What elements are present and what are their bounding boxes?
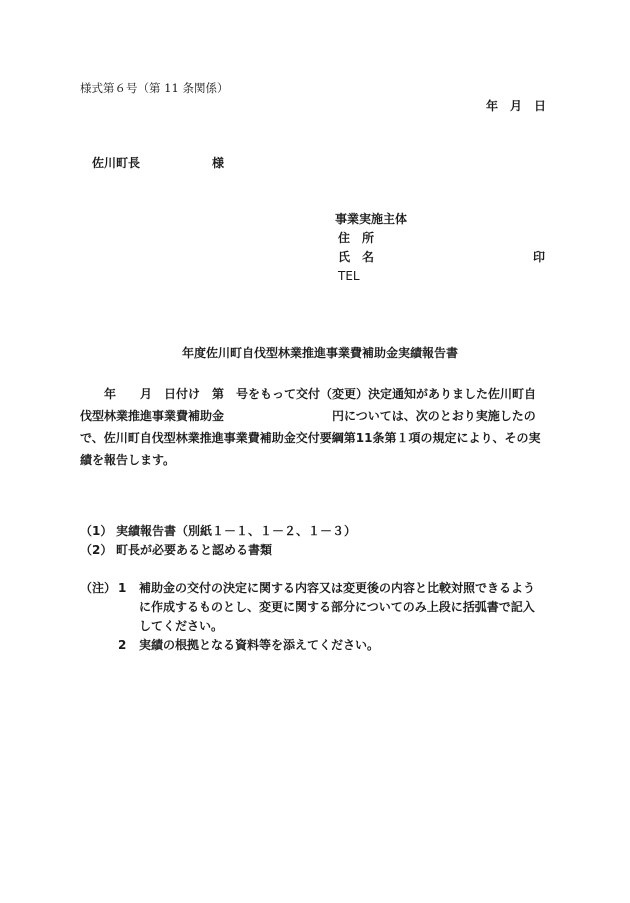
note-text-line: 実績の根拠となる資料等を添えてください。 [139,638,380,652]
attachment-item [80,522,356,540]
document-title: 年度佐川町自伐型林業推進事業費補助金実績報告書 [182,346,459,360]
form-number: 様式第６号（第 11 条関係） [80,81,229,95]
note-text-line: 補助金の交付の決定に関する内容又は変更後の内容と比較対照できるよう [139,581,536,595]
body-paragraph [80,383,550,471]
attachment-number: （1） [80,524,113,538]
applicant-address-label: 住 所 [338,231,375,245]
note-text-line: に作成するものとし、変更に関する部分についてのみ上段に括弧書で記入 [139,600,535,614]
addressee-honorific: 様 [212,156,225,170]
applicant-entity-label: 事業実施主体 [335,212,408,226]
body-line: で、佐川町自伐型林業推進事業費補助金交付要綱第11条第１項の規定により、その実 [80,431,541,445]
attachment-number: （2） [80,543,113,557]
addressee-name: 佐川町長 [92,156,141,170]
attachment-text: 町長が必要あると認める書類 [116,543,273,557]
body-line: 績を報告します。 [80,453,176,467]
body-line: 伐型林業推進事業費補助金 円については、次のとおり実施したの [80,409,536,423]
seal-label: 印 [533,250,546,264]
note-number: 2 [118,638,127,652]
note-number: 1 [118,581,127,595]
note-text-line: してください。 [139,619,224,633]
body-line: 年 月 日付け 第 号をもって交付（変更）決定通知がありました佐川町自 [104,387,537,401]
applicant-name-label: 氏 名 [338,250,375,264]
date-line: 年 月 日 [485,99,546,113]
applicant-tel-label: TEL [338,269,360,283]
attachment-text: 実績報告書（別紙１－１、１－２、１－３） [116,524,357,538]
notes-label: （注） [80,581,117,595]
attachment-item [80,541,272,559]
